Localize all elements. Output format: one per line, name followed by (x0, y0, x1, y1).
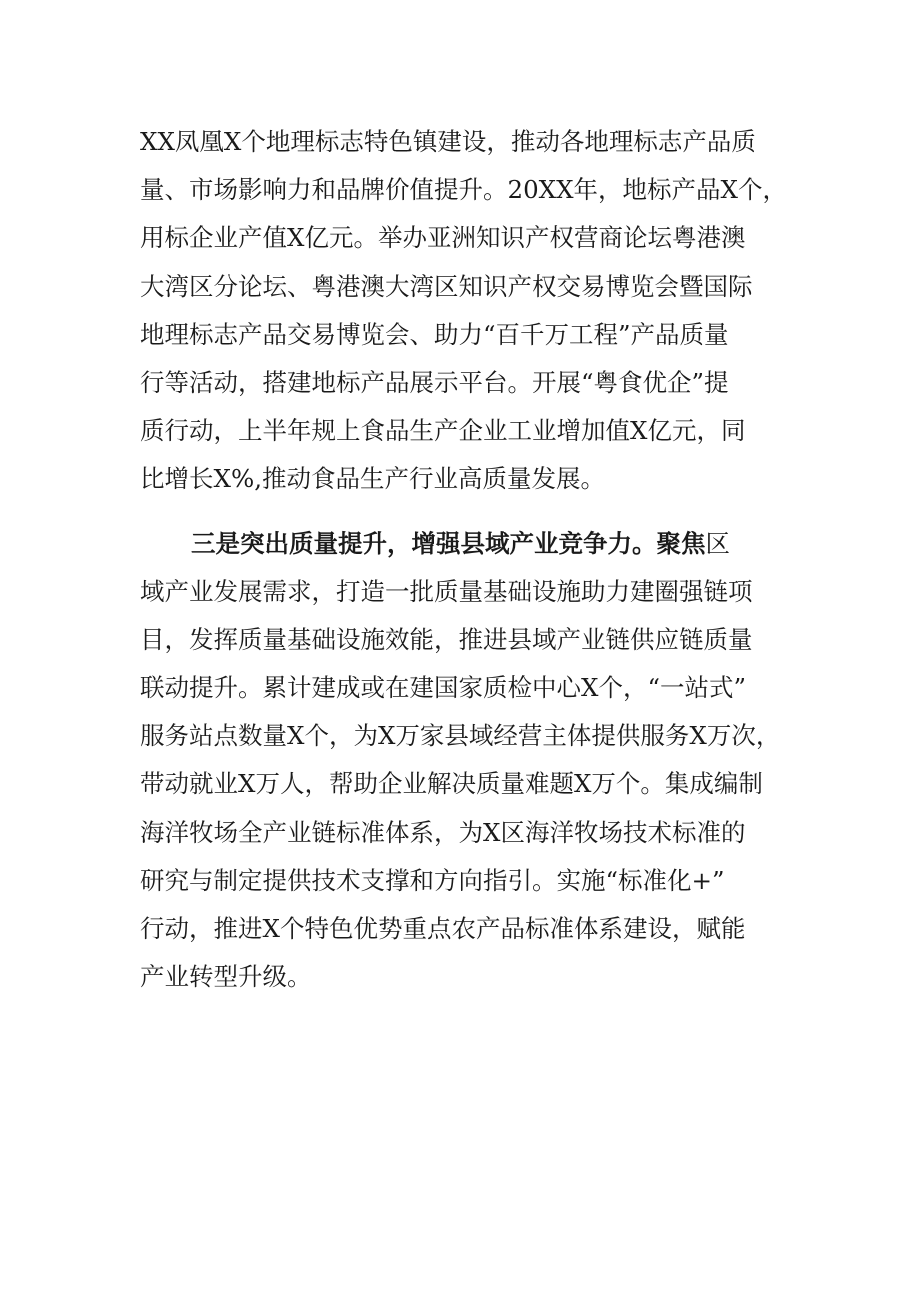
body-text (140, 118, 800, 1001)
text-line: 域产业发展需求，打造一批质量基础设施助力建圈强链项 (140, 576, 753, 606)
paragraph-1 (140, 118, 800, 504)
text-line: 用标企业产值X亿元。举办亚洲知识产权营商论坛粤港澳 (140, 223, 746, 253)
text-line: 大湾区分论坛、粤港澳大湾区知识产权交易博览会暨国际 (140, 271, 753, 301)
paragraph-spacer (140, 504, 800, 520)
text-line: 服务站点数量X个，为X万家县域经营主体提供服务X万次， (140, 721, 781, 751)
paragraph-2 (140, 520, 800, 1002)
paragraph-lead-heading: 三是突出质量提升，增强县域产业竞争力。聚焦 (191, 528, 706, 558)
text-line: 行动，推进X个特色优势重点农产品标准体系建设，赋能 (140, 914, 746, 943)
text-line: 地理标志产品交易博览会、助力“百千万工程”产品质量 (140, 319, 729, 349)
text-line: 量、市场影响力和品牌价值提升。20XX年，地标产品X个， (140, 175, 787, 205)
text-line: 带动就业X万人，帮助企业解决质量难题X万个。集成编制 (140, 769, 763, 799)
paragraph-first-line (140, 520, 800, 568)
text-line: 质行动，上半年规上食品生产企业工业增加值X亿元，同 (140, 416, 746, 446)
text-line: 产业转型升级。 (140, 962, 312, 992)
text-line: 目，发挥质量基础设施效能，推进县域产业链供应链质量 (140, 624, 753, 654)
text-line: 海洋牧场全产业链标准体系，为X区海洋牧场技术标准的 (140, 817, 746, 847)
text-line: 联动提升。累计建成或在建国家质检中心X个，“一站式” (140, 673, 746, 703)
text-line: XX凤凰X个地理标志特色镇建设，推动各地理标志产品质 (140, 127, 756, 156)
text-line: 研究与制定提供技术支撑和方向指引。实施“标准化+” (140, 865, 725, 895)
text-line: 比增长X%,推动食品生产行业高质量发展。 (140, 464, 606, 494)
text-line: 行等活动，搭建地标产品展示平台。开展“粤食优企”提 (140, 367, 729, 397)
text-run: 区 (705, 528, 730, 558)
